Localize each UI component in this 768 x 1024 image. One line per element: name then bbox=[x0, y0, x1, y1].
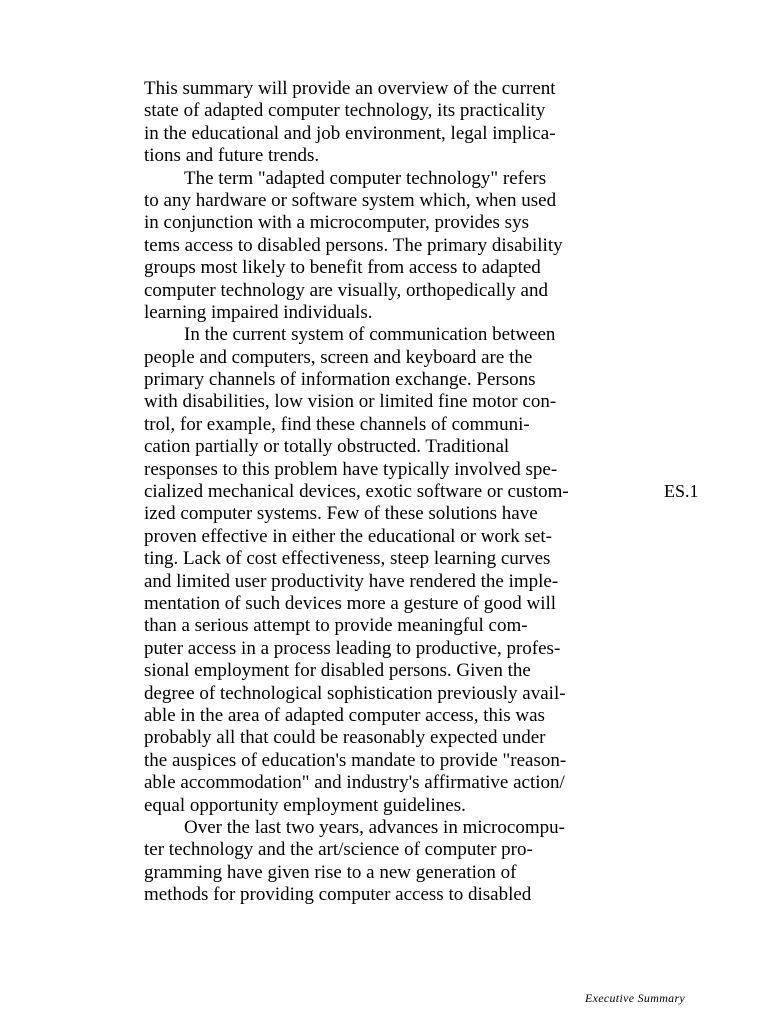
text-line: able in the area of adapted computer access, this was bbox=[144, 704, 545, 726]
text-line: trol, for example, find these channels of communi- bbox=[144, 413, 530, 435]
text-line: ter technology and the art/science of computer pro- bbox=[144, 839, 533, 861]
text-line: with disabilities, low vision or limited fine motor con- bbox=[144, 391, 557, 413]
text-line: ized computer systems. Few of these solutions have bbox=[144, 503, 538, 525]
text-line: and limited user productivity have rendered the imple- bbox=[144, 570, 559, 592]
paragraph-start-line: The term "adapted computer technology" refers bbox=[184, 167, 547, 189]
text-line: primary channels of information exchange. Persons bbox=[144, 369, 536, 391]
text-line: tions and future trends. bbox=[144, 145, 320, 167]
paragraph-start-line: In the current system of communication between bbox=[184, 324, 556, 346]
text-line: sional employment for disabled persons. Given the bbox=[144, 660, 531, 682]
text-line: than a serious attempt to provide meaningful com- bbox=[144, 615, 528, 637]
text-line: state of adapted computer technology, its practicality bbox=[144, 100, 546, 122]
text-line: computer technology are visually, orthopedically and bbox=[144, 279, 548, 301]
page-number: ES.1 bbox=[664, 481, 699, 501]
text-line: proven effective in either the educational or work set- bbox=[144, 525, 552, 547]
paragraph-start-line: Over the last two years, advances in microcompu- bbox=[184, 816, 565, 838]
text-line: This summary will provide an overview of the current bbox=[144, 78, 556, 99]
text-line: in conjunction with a microcomputer, provides sys bbox=[144, 212, 529, 234]
text-line: the auspices of education's mandate to provide "reason- bbox=[144, 749, 567, 771]
text-line: tems access to disabled persons. The primary disability bbox=[144, 234, 563, 256]
text-line: equal opportunity employment guidelines. bbox=[144, 794, 466, 816]
text-line: learning impaired individuals. bbox=[144, 301, 373, 323]
text-line: able accommodation" and industry's affirmative action/ bbox=[144, 772, 565, 794]
text-line: degree of technological sophistication previously avail- bbox=[144, 682, 566, 704]
running-footer: Executive Summary bbox=[585, 991, 686, 1005]
text-line: methods for providing computer access to disabled bbox=[144, 884, 532, 906]
text-line: in the educational and job environment, legal implica- bbox=[144, 122, 556, 144]
body-text bbox=[144, 78, 614, 906]
text-line: cialized mechanical devices, exotic software or custom- bbox=[144, 481, 569, 503]
text-line: cation partially or totally obstructed. Traditional bbox=[144, 436, 510, 458]
text-line: ting. Lack of cost effectiveness, steep learning curves bbox=[144, 548, 551, 570]
text-line: groups most likely to benefit from access to adapted bbox=[144, 257, 541, 279]
text-line: to any hardware or software system which, when used bbox=[144, 189, 557, 211]
text-line: people and computers, screen and keyboard are the bbox=[144, 346, 533, 368]
text-line: gramming have given rise to a new generation of bbox=[144, 861, 517, 883]
text-line: puter access in a process leading to productive, profes- bbox=[144, 637, 561, 659]
text-line: responses to this problem have typically involved spe- bbox=[144, 458, 558, 480]
text-line: probably all that could be reasonably expected under bbox=[144, 727, 546, 749]
text-line: mentation of such devices more a gesture of good will bbox=[144, 592, 557, 614]
